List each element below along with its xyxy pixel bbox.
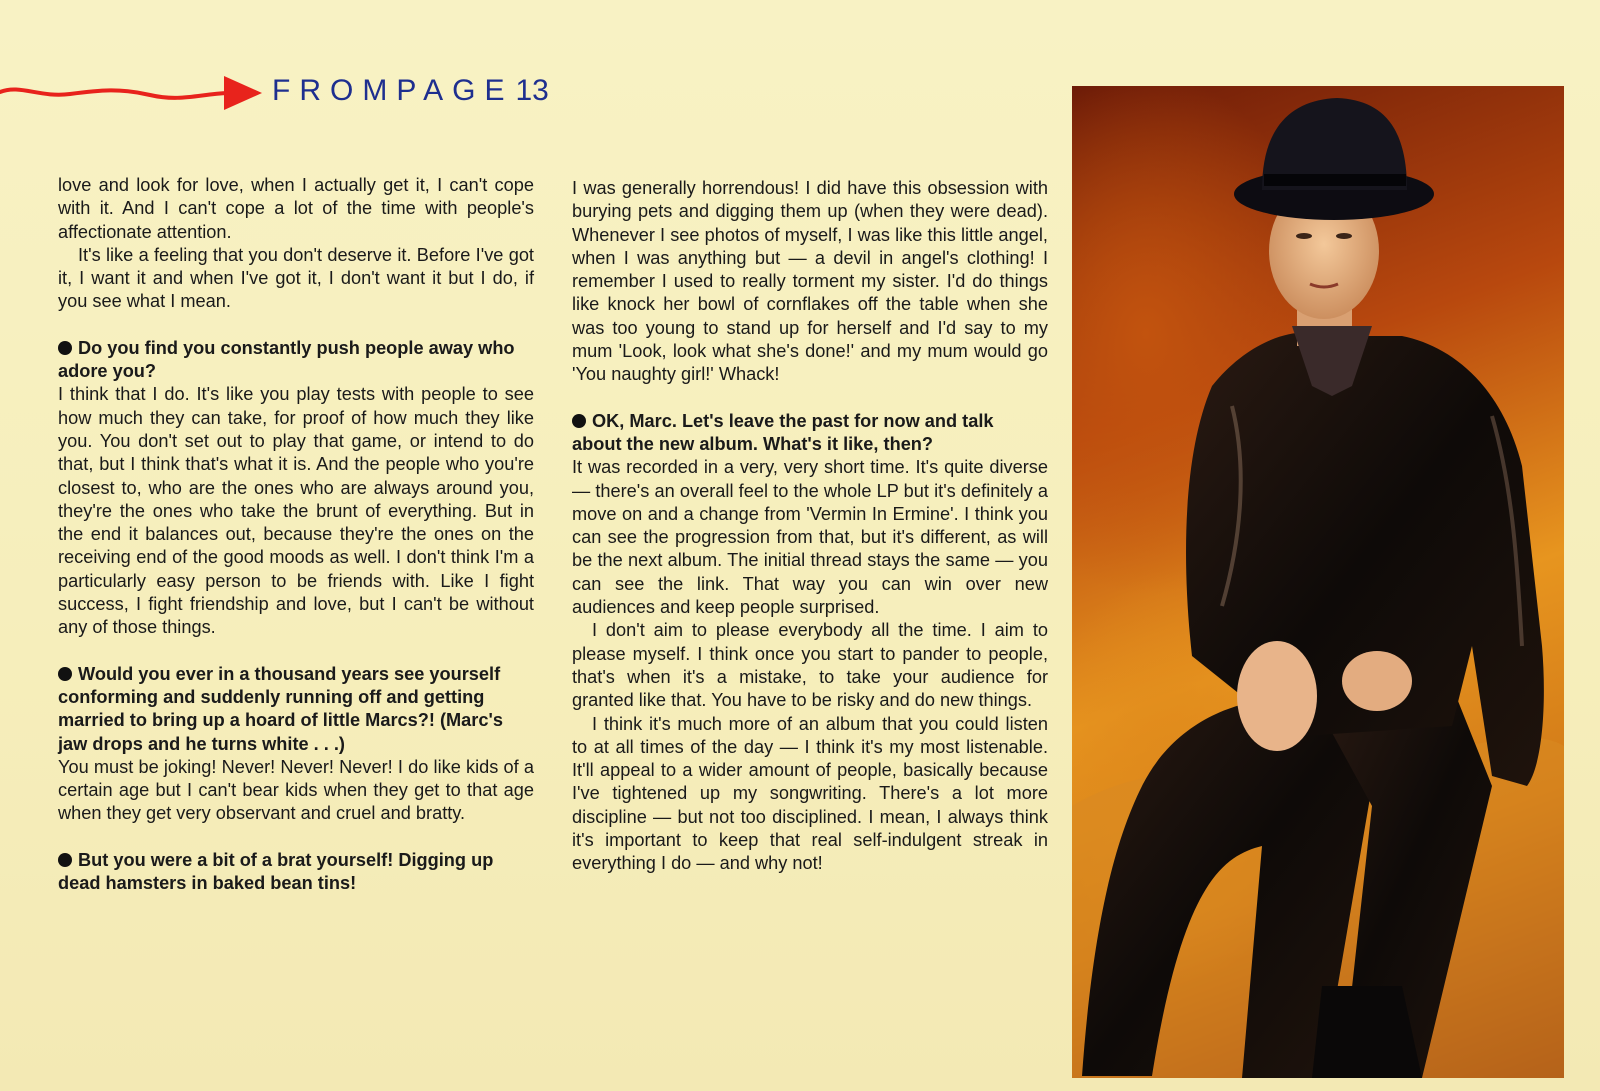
paragraph: love and look for love, when I actually get it, I can't cope with it. And I can't cope a lot of the time with people's affectionate attention. <box>58 175 534 242</box>
continued-from-label <box>272 74 549 108</box>
answer: I was generally horrendous! I did have this obsession with burying pets and digging them up (when they were dead). Whenever I see photos of myself, I was like this little angel, when I was anything but — a devil in angel's clothing! I remember I used to really torment my sister. I'd do things like knock her bowl of cornflakes off the table when she was too young to stand up for herself and I'd say to my mum 'Look, look what she's done!' and my mum would go 'You naughty girl!' Whack! <box>572 178 1048 385</box>
question <box>58 337 534 384</box>
question <box>58 849 534 896</box>
from-page-text: FROMPAGE <box>272 74 514 107</box>
portrait-photo <box>1072 86 1564 1078</box>
answer: You must be joking! Never! Never! Never! I do like kids of a certain age but I can't bear kids when they get to that age when they get very observant and cruel and bratty. <box>58 756 534 824</box>
question-text: But you were a bit of a brat yourself! Digging up dead hamsters in baked bean tins! <box>58 849 494 894</box>
middle-column <box>572 177 1048 876</box>
bullet-icon <box>58 341 72 355</box>
question-text: OK, Marc. Let's leave the past for now and talk about the new album. What's it like, then? <box>572 410 994 454</box>
paragraph: It's like a feeling that you don't deserve it. Before I've got it, I want it and when I've got it, I don't want it but I do, if you see what I mean. <box>58 244 534 312</box>
bullet-icon <box>58 667 72 681</box>
question-text: Would you ever in a thousand years see yourself conforming and suddenly running off and getting married to bring up a hoard of little Marcs?! (Marc's jaw drops and he turns white . . .) <box>58 663 503 754</box>
question <box>58 663 534 756</box>
left-column <box>58 174 534 895</box>
bullet-icon <box>58 853 72 867</box>
question-text: Do you find you constantly push people away who adore you? <box>58 337 515 382</box>
question <box>572 410 1048 457</box>
answer: I think that I do. It's like you play tests with people to see how much they can take, for proof of how much they like you. You don't set out to play that game, or intend to do that, but I think that's what it is. And the people who you're closest to, who are the ones who are always around you, they're the ones who take the brunt of everything. But in the end it balances out, because they're the ones on the receiving end of the good moods as well. I don't think I'm a particularly easy person to be friends with. Like I fight success, I fight friendship and love, but I can't be without any of those things. <box>58 384 534 638</box>
bullet-icon <box>572 414 586 428</box>
arrow-icon <box>0 70 270 114</box>
answer: I think it's much more of an album that you could listen to at all times of the day — I think it's my most listenable. It'll appeal to a wider amount of people, basically because I've tightened up my songwriting. There's a lot more discipline — but not too disciplined. I mean, I always think it's important to keep that real self-indulgent streak in everything I do — and why not! <box>572 713 1048 874</box>
portrait-figure <box>1072 86 1564 1078</box>
page-number: 13 <box>515 74 549 107</box>
answer: It was recorded in a very, very short time. It's quite diverse — there's an overall feel to the whole LP but it's definitely a move on and a change from 'Vermin In Ermine'. I think you can see the progression from that, but it's different, as will be the next album. The initial thread stays the same — you can see the link. That way you can win over new audiences and keep people surprised. <box>572 457 1048 618</box>
answer: I don't aim to please everybody all the time. I aim to please myself. I think once you start to pander to people, that's when it's a mistake, to take your audience for granted like that. You have to be risky and do new things. <box>572 620 1048 711</box>
